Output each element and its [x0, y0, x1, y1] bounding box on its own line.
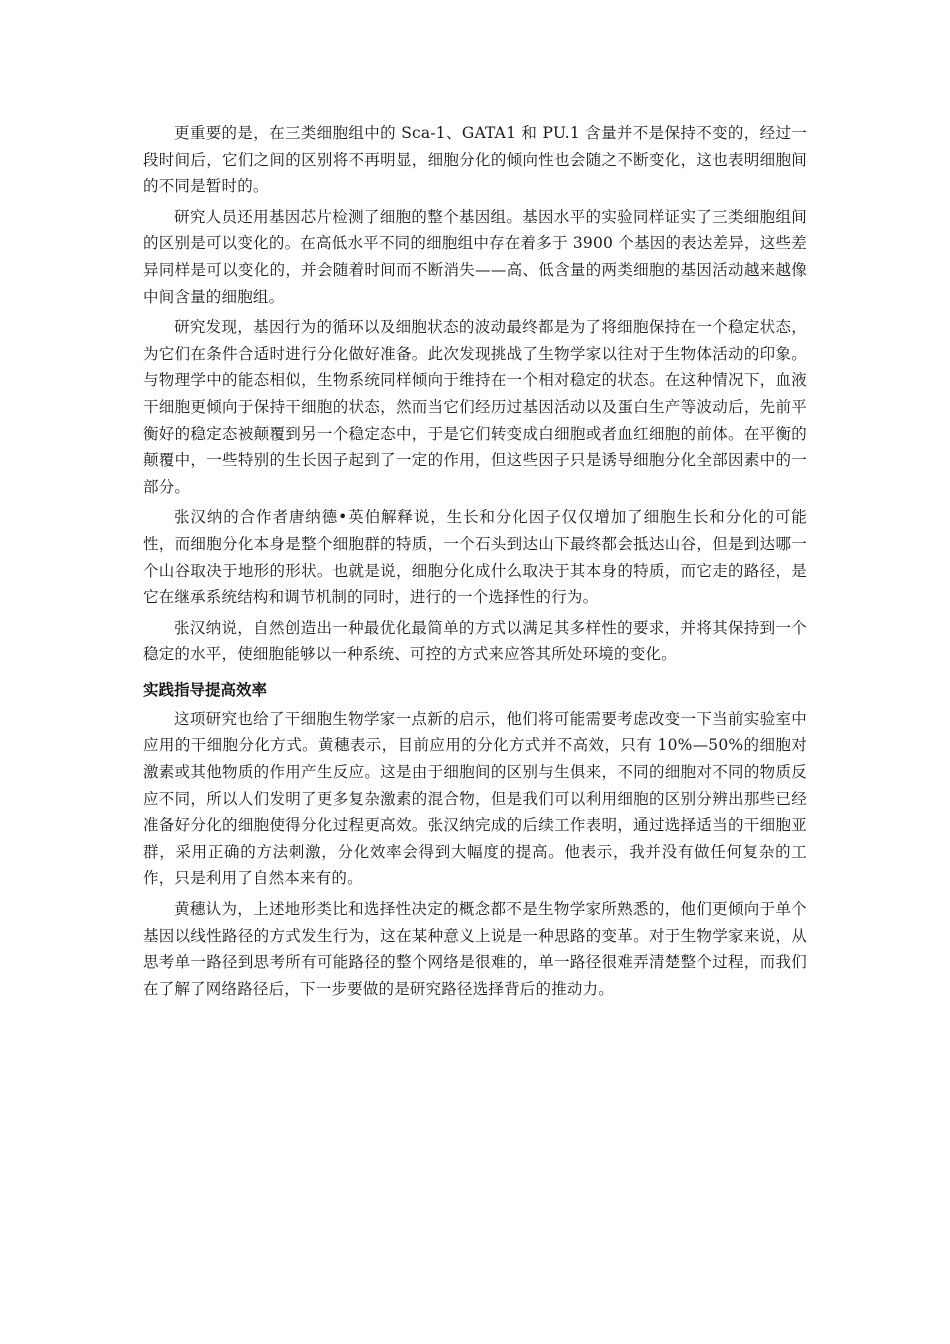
paragraph-2: 研究人员还用基因芯片检测了细胞的整个基因组。基因水平的实验同样证实了三类细胞组间的区别是可以变化的。在高低水平不同的细胞组中存在着多于 3900 个基因的表达差异，这些差异同样是可以变化的，并会随着时间而不断消失——高、低含量的两类细胞的基因活动越来越像中间含量的细胞组。 — [143, 207, 807, 306]
paragraph-6: 这项研究也给了干细胞生物学家一点新的启示，他们将可能需要考虑改变一下当前实验室中应用的干细胞分化方式。黄穗表示，目前应用的分化方式并不高效，只有 10%—50%的细胞对激素或其他物质的作用产生反应。这是由于细胞间的区别与生俱来，不同的细胞对不同的物质反应不同，所以人们发明了更多复杂激素的混合物，但是我们可以利用细胞的区别分辨出那些已经准备好分化的细胞使得分化过程更高效。张汉纳完成的后续工作表明，通过选择适当的干细胞亚群，采用正确的方法刺激，分化效率会得到大幅度的提高。他表示，我并没有做任何复杂的工作，只是利用了自然本来有的。 — [143, 709, 807, 888]
paragraph-3: 研究发现，基因行为的循环以及细胞状态的波动最终都是为了将细胞保持在一个稳定状态，为它们在条件合适时进行分化做好准备。此次发现挑战了生物学家以往对于生物体活动的印象。与物理学中的能态相似，生物系统同样倾向于维持在一个相对稳定的状态。在这种情况下，血液干细胞更倾向于保持干细胞的状态，然而当它们经历过基因活动以及蛋白生产等波动后，先前平衡好的稳定态被颠覆到另一个稳定态中，于是它们转变成白细胞或者血红细胞的前体。在平衡的颠覆中，一些特别的生长因子起到了一定的作用，但这些因子只是诱导细胞分化全部因素中的一部分。 — [143, 318, 807, 496]
paragraph-4: 张汉纳的合作者唐纳德•英伯解释说，生长和分化因子仅仅增加了细胞生长和分化的可能性，而细胞分化本身是整个细胞群的特质，一个石头到达山下最终都会抵达山谷，但是到达哪一个山谷取决于地形的形状。也就是说，细胞分化成什么取决于其本身的特质，而它走的路径，是它在继承系统结构和调节机制的同时，进行的一个选择性的行为。 — [143, 508, 807, 607]
paragraph-5: 张汉纳说，自然创造出一种最优化最简单的方式以满足其多样性的要求，并将其保持到一个稳定的水平，使细胞能够以一种系统、可控的方式来应答其所处环境的变化。 — [143, 618, 807, 664]
section-heading: 实践指导提高效率 — [143, 680, 268, 699]
paragraph-1: 更重要的是，在三类细胞组中的 Sca-1、GATA1 和 PU.1 含量并不是保持不变的，经过一段时间后，它们之间的区别将不再明显，细胞分化的倾向性也会随之不断变化，这也表明细胞间的不同是暂时的。 — [143, 124, 807, 196]
document-body — [143, 120, 807, 1006]
paragraph-7: 黄穗认为，上述地形类比和选择性决定的概念都不是生物学家所熟悉的，他们更倾向于单个基因以线性路径的方式发生行为，这在某种意义上说是一种思路的变革。对于生物学家来说，从思考单一路径到思考所有可能路径的整个网络是很难的，单一路径很难弄清楚整个过程，而我们在了解了网络路径后，下一步要做的是研究路径选择背后的推动力。 — [143, 900, 807, 998]
